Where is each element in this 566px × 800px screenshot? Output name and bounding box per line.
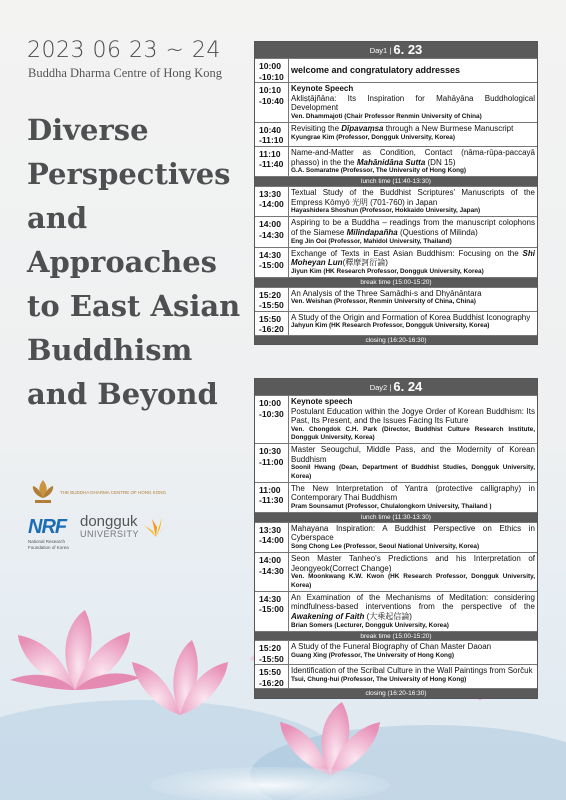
session-title: Akliṣṭājñāna: Its Inspiration for Mahāyāna Buddhological Development — [291, 93, 535, 113]
session-row — [255, 216, 537, 246]
title-line: Perspectives — [27, 157, 231, 191]
session-start-time: 15:20 — [259, 643, 281, 654]
session-time — [255, 553, 289, 591]
session-end-time: -14:30 — [259, 565, 284, 576]
session-end-time: -14:00 — [259, 199, 284, 210]
session-content — [289, 523, 537, 552]
event-dates: 2023 06 23 ~ 24 — [27, 38, 221, 63]
session-time — [255, 147, 289, 176]
session-end-time: -16:20 — [259, 677, 284, 688]
session-row — [255, 247, 537, 277]
break-row: break time (15:00-15:20) — [255, 631, 537, 641]
session-start-time: 10:00 — [259, 398, 281, 408]
session-start-time: 15:20 — [259, 289, 281, 300]
nrf-logo-subtitle: National Research Foundation of Korea — [28, 539, 69, 550]
break-row: break time (15:00-15:20) — [255, 277, 537, 287]
session-title: Name-and-Matter as Condition, Contact (nāma-rūpa-paccayā phasso) in the the Mahānidāna Sutta (DN 15) — [291, 147, 535, 167]
session-end-time: -15:50 — [259, 300, 284, 311]
day2-label: Day2 — [369, 383, 388, 392]
session-content — [289, 483, 537, 512]
session-end-time: -15:00 — [259, 604, 284, 615]
session-presenter: Brian Somers (Lecturer, Dongguk University, Korea) — [291, 621, 449, 629]
session-start-time: 13:30 — [259, 188, 281, 199]
session-row — [255, 82, 537, 122]
dongguk-logo — [80, 514, 170, 539]
session-time — [255, 288, 289, 311]
session-presenter: Soonil Hwang (Dean, Department of Buddhist Studies, Dongguk University, Korea) — [291, 464, 535, 480]
event-venue: Buddha Dharma Centre of Hong Kong — [28, 66, 223, 80]
session-row — [255, 311, 537, 335]
session-start-time: 14:00 — [259, 555, 281, 566]
session-title: A Study of the Funeral Biography of Chan Master Daoan — [291, 642, 492, 652]
session-end-time: -16:20 — [259, 324, 284, 335]
session-content — [289, 444, 537, 482]
session-start-time: 10:40 — [259, 124, 281, 135]
session-time — [255, 187, 289, 216]
title-line: to East Asian — [27, 289, 241, 323]
session-start-time: 13:30 — [259, 524, 281, 535]
session-time — [255, 483, 289, 512]
session-end-time: -11:10 — [259, 135, 284, 146]
session-row — [255, 58, 537, 82]
session-start-time: 14:00 — [259, 219, 281, 230]
day1-date: 6. 23 — [393, 42, 423, 57]
session-content — [289, 665, 537, 688]
session-end-time: -11:00 — [259, 456, 284, 467]
session-content — [289, 59, 537, 82]
title-line: Diverse — [27, 113, 149, 147]
session-row — [255, 146, 537, 176]
session-title: Postulant Education within the Jogye Order of Korean Buddhism: Its Past, Its Present, and the Issues Facing Its Future — [291, 406, 535, 426]
session-content — [289, 83, 537, 122]
event-title — [27, 108, 252, 416]
session-end-time: -11:40 — [259, 159, 284, 170]
day1-schedule-table — [254, 41, 538, 345]
session-row — [255, 395, 537, 443]
session-time — [255, 665, 289, 688]
session-title: An Examination of the Mechanisms of Meditation: considering mindfulness-based interventions from the perspective of the Awakening of Faith (大乘起信論) — [291, 592, 535, 621]
session-title: A Study of the Origin and Formation of Korea Buddhist Iconography — [291, 312, 531, 322]
session-row — [255, 443, 537, 482]
session-content — [289, 641, 537, 664]
session-content — [289, 592, 537, 631]
session-start-time: 14:30 — [259, 593, 281, 604]
title-line: and Beyond — [27, 377, 218, 411]
session-presenter: Jiyun Kim (HK Research Professor, Dongguk University, Korea) — [291, 267, 484, 275]
session-time — [255, 641, 289, 664]
session-end-time: -10:40 — [259, 95, 284, 106]
session-presenter: Guang Xing (Professor, The University of Hong Kong) — [291, 651, 454, 659]
session-time — [255, 217, 289, 246]
session-time — [255, 523, 289, 552]
dongguk-flame-icon — [142, 515, 170, 539]
session-title: Aspiring to be a Buddha – readings from the manuscript colophons of the Siamese Milindapañha (Questions of Milinda) — [291, 218, 535, 237]
session-content — [289, 288, 537, 311]
session-presenter: G.A. Somaratne (Professor, The University of Hong Kong) — [291, 167, 467, 175]
session-start-time: 14:30 — [259, 249, 281, 260]
session-content — [289, 396, 537, 443]
session-content — [289, 187, 537, 216]
session-time — [255, 396, 289, 443]
session-row — [255, 640, 537, 664]
session-start-time: 15:50 — [259, 667, 281, 678]
session-presenter: Ven. Weishan (Professor, Renmin University of China, China) — [291, 298, 476, 306]
session-presenter: Pram Sounsamut (Professor, Chulalongkorn University, Thailand ) — [291, 502, 492, 510]
session-row — [255, 122, 537, 146]
session-time — [255, 248, 289, 277]
break-row: closing (16:20-16:30) — [255, 688, 537, 698]
session-title: Revisiting the Dīpavaṃsa through a New Burmese Manuscript — [291, 123, 514, 133]
session-row — [255, 664, 537, 688]
session-content — [289, 312, 537, 335]
session-presenter: Ven. Chongdok C.H. Park (Director, Buddhist Culture Research Institute, Dongguk University, Korea) — [291, 425, 535, 441]
title-line: and — [27, 201, 88, 235]
session-presenter: Ven. Moonkwang K.W. Kwon (HK Research Professor, Dongguk University, Korea) — [291, 573, 535, 589]
session-row — [255, 522, 537, 552]
title-line: Approaches — [27, 245, 217, 279]
day2-date: 6. 24 — [393, 379, 423, 394]
session-row — [255, 552, 537, 591]
session-time — [255, 312, 289, 335]
session-start-time: 11:00 — [259, 484, 281, 495]
dongguk-logo-university: UNIVERSITY — [80, 529, 140, 539]
title-line: Buddhism — [27, 333, 193, 367]
session-end-time: -14:00 — [259, 535, 284, 546]
session-time — [255, 59, 289, 82]
bdc-logo — [30, 478, 166, 508]
keynote-label: Keynote Speech — [291, 84, 354, 93]
session-title: Master Seougchul, Middle Pass, and the Modernity of Korean Buddhism — [291, 445, 535, 464]
session-content — [289, 217, 537, 246]
session-row — [255, 591, 537, 631]
day2-header: Day2 | 6. 24 — [255, 379, 537, 395]
session-title: welcome and congratulatory addresses — [291, 65, 461, 75]
session-time — [255, 592, 289, 631]
session-time — [255, 123, 289, 146]
session-content — [289, 147, 537, 176]
session-title: Identification of the Scribal Culture in the Wall Paintings from Sorčuk — [291, 666, 533, 676]
session-time — [255, 444, 289, 482]
session-presenter: Tsui, Chung-hui (Professor, The University of Hong Kong) — [291, 675, 467, 683]
day2-schedule-table — [254, 378, 538, 699]
session-presenter: Song Chong Lee (Professor, Seoul National University, Korea) — [291, 542, 480, 550]
session-presenter: Hayashidera Shoshun (Professor, Hokkaido University, Japan) — [291, 207, 481, 215]
session-content — [289, 553, 537, 591]
session-end-time: -11:30 — [259, 495, 284, 506]
session-title: An Analysis of the Three Samādhi-s and Dhyānāntara — [291, 288, 482, 298]
dongguk-logo-name: dongguk — [80, 513, 138, 530]
day1-header: Day1 | 6. 23 — [255, 42, 537, 58]
day1-label: Day1 — [369, 46, 388, 55]
session-time — [255, 83, 289, 122]
session-title: Exchange of Texts in East Asian Buddhism: Focusing on the Shi Moheyan Lun(釋摩訶衍論) — [291, 248, 535, 268]
session-title: Textual Study of the Buddhist Scriptures' Manuscripts of the Empress Kōmyō 光明 (701-760) in Japan — [291, 187, 535, 207]
session-title: Seon Master Tanheo's Predictions and his Interpretation of Jeongyeok(Correct Change) — [291, 554, 535, 573]
session-row — [255, 186, 537, 216]
keynote-label: Keynote speech — [291, 397, 353, 406]
session-title: The New Interpretation of Yantra (protective calligraphy) in Contemporary Thai Buddhism — [291, 483, 535, 503]
session-start-time: 10:00 — [259, 61, 281, 71]
bdc-logo-text: THE BUDDHA DHARMA CENTRE OF HONG KONG — [60, 490, 167, 495]
break-row: lunch time (11:40-13:30) — [255, 176, 537, 186]
session-end-time: -10:10 — [259, 71, 284, 82]
session-start-time: 10:10 — [259, 85, 281, 95]
session-end-time: -10:30 — [259, 408, 284, 419]
session-row — [255, 287, 537, 311]
lotus-emblem-icon — [30, 478, 56, 508]
break-row: lunch time (11:30-13:30) — [255, 512, 537, 522]
lotus-flower-left — [10, 610, 140, 690]
session-content — [289, 248, 537, 277]
session-end-time: -15:00 — [259, 260, 284, 271]
session-start-time: 11:10 — [259, 148, 281, 159]
session-start-time: 15:50 — [259, 313, 281, 324]
session-presenter: Jahyun Kim (HK Research Professor, Dongguk University, Korea) — [291, 322, 490, 330]
session-row — [255, 482, 537, 512]
session-content — [289, 123, 537, 146]
session-presenter: Kyungrae Kim (Professor, Dongguk University, Korea) — [291, 133, 455, 141]
session-end-time: -14:30 — [259, 229, 284, 240]
session-presenter: Ven. Dhammajoti (Chair Professor Renmin University of China) — [291, 112, 482, 120]
session-start-time: 10:30 — [259, 446, 281, 457]
session-end-time: -15:50 — [259, 653, 284, 664]
break-row: closing (16:20-16:30) — [255, 335, 537, 345]
session-presenter: Eng Jin Ooi (Professor, Mahidol University, Thailand) — [291, 237, 452, 245]
nrf-logo-mark: NRF — [28, 516, 67, 538]
session-title: Mahayana Inspiration: A Buddhist Perspective on Ethics in Cyberspace — [291, 523, 535, 543]
